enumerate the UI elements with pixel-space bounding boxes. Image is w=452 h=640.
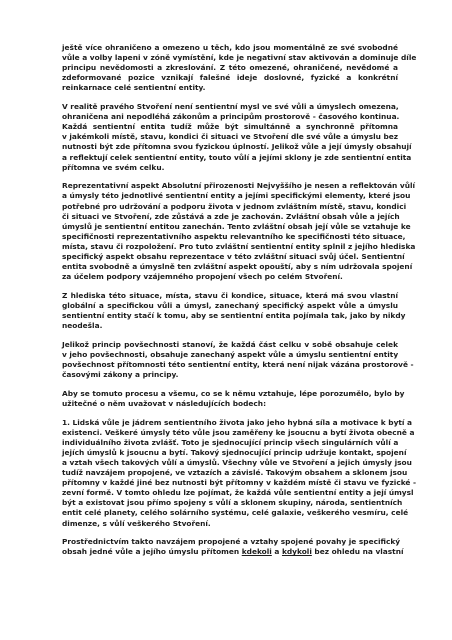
text-line: principu nevědomosti a zkreslování. Z této omezené, ohraničené, nevědomé a [62,63,398,73]
text-line: existenci. Veškeré úmysly této vůle jsou zaměřeny ke jsoucnu a bytí života obecně a [62,427,415,437]
text-line: Z hlediska této situace, místa, stavu či kondice, situace, která má svou vlastní [62,290,398,300]
text-line: Jelikož princip povšechnosti stanoví, že každá část celku v sobě obsahuje celek [62,339,398,349]
text-line: vůle a volby lapeni v zóně vymístění, kde je negativní stav aktivován a dominuje díle [62,53,417,63]
text-line: místa, stavu či rozpoložení. Pro tuto zvláštní sentientní entity splnil z jejího hlediska [62,241,416,251]
text-line: časovými zákony a principy. [62,370,179,380]
text-line: v jakémkoli místě, stavu, kondici či situaci ve Stvoření dle své vůle a úmyslu bez [62,132,399,142]
text-line: globální a specifickou vůli a úmysl, zanechaný specifický aspekt vůle a úmyslu [62,300,398,310]
text-line: v jeho povšechnosti, obsahuje zanechaný aspekt vůle a úmyslu sentientní entity [62,349,399,359]
text-line: ohraničena ani nepodléhá zákonům a principům prostorově - časového kontinua. [62,112,400,122]
document-page [62,43,417,566]
paragraph-uvod-body [62,388,405,409]
text-line: a úmysly této jednotlivé sentientní entity a jejími specifickými elementy, které jsou [62,191,411,201]
text-line: zevní formě. V tomto ohledu lze pojímat, že každá vůle sentientní entity a její úmysl [62,488,414,498]
text-line: a reflektují celek sentientní entity, touto vůlí a jejími sklony je zde sentientní entita [62,152,412,162]
text-line: Každá sentientní entita tudíž může být simultánně a synchronně přítomna [62,122,398,132]
paragraph-reprezentativni-aspekt [62,181,416,282]
text-line: zdeformované pozice vznikají falešné ideje doslovné, fyzické a konkrétní [62,73,398,83]
text-line: neodešla. [62,321,103,331]
paragraph-princip-povsechnosti [62,339,414,380]
paragraph-hlediska-situace [62,290,406,331]
paragraph-bod-1 [62,417,417,529]
text-line: sentientní entity stačí k tomu, aby se sentientní entita pojímala tak, jako by nikdy [62,311,406,321]
text-line: reinkarnace celé sentientní entity. [62,83,206,93]
text-line: dimenze, s vůlí veškerého Stvoření. [62,518,211,528]
text-line: specifičnosti reprezentativního aspektu relevantního ke specifičnosti této situace, [62,231,406,241]
text-line: povšechnost přítomnosti této sentientní entity, která není nijak vázána prostorově - [62,360,414,369]
text-line-underlined: obsah jedné vůle a jejího úmyslu přítomen kdekoli a kdykoli bez ohledu na vlastní [62,547,404,557]
text-line: jejích úmyslů k jsoucnu a bytí. Takový sjednocující princip udržuje kontakt, spojení [62,447,407,457]
text-line: 1. Lidská vůle je jádrem sentientního života jako jeho hybná síla a motivace k bytí a [62,417,413,427]
text-line: přítomny v každé jiné bez nutnosti být přítomny v každém místě či stavu ve fyzické - [62,478,417,488]
paragraph-realita-stvoreni [62,102,412,173]
text-line: za účelem podpory vzájemného propojení všech po celém Stvoření. [62,272,343,282]
text-line: individuálního života zvlášť. Toto je sjednocující princip všech singulárních vůlí a [62,437,399,447]
text-line: či situaci ve Stvoření, zde zůstává a zde je zachován. Zvláštní obsah vůle a jejích [62,211,400,221]
text-line: úmyslů je sentientní entitou zanechán. Tento zvláštní obsah její vůle se vztahuje ke [62,221,411,231]
text-line: potřebné pro udržování a podporu života v jednom zvláštním místě, stavu, kondici [62,201,407,211]
text-line: Prostřednictvím takto navzájem propojené a vztahy spojené povahy je specifický [62,537,401,547]
text-line: Aby se tomuto procesu a všemu, co se k němu vztahuje, lépe porozumělo, bylo by [62,388,405,398]
text-line: a vztah všech takových vůlí a úmyslů. Všechny vůle ve Stvoření a jejich úmysly jsou [62,457,412,467]
text-line: nutnosti být zde přítomna svou fyzickou úplností. Jelikož vůle a její úmysly obsahují [62,142,412,152]
text-line: Reprezentativní aspekt Absolutní přirozenosti Nejvyššího je nesen a reflektován vůlí [62,181,416,191]
text-line: užitečné o něm uvažovat v následujících bodech: [62,398,267,408]
paragraph-prostrednictvim [62,537,404,557]
text-line: entita svobodně a úmyslně ten zvláštní aspekt opouští, aby s ním udržovala spojení [62,262,413,272]
text-line: V realitě pravého Stvoření není sentientní mysl ve své vůli a úmyslech omezena, [62,102,399,112]
text-line: být a existovat jsou přímo spojeny s vůlí a sklonem skupiny, národa, sentientních [62,498,403,508]
underlined-word: kdykoli [281,547,312,557]
text-line: přítomna ve svém celku. [62,162,165,172]
text-line: ještě více ohraničeno a omezeno u těch, kdo jsou momentálně ze své svobodné [62,43,398,52]
paragraph-reinkarnace [62,43,417,93]
underlined-word: kdekoli [241,547,272,557]
text-line: specifický aspekt obsahu reprezentace v této zvláštní situaci svůj účel. Sentientní [62,251,405,261]
text-line: tudíž navzájem propojené, ve vztazích a závislé. Takovým obsahem a sklonem jsou [62,468,408,478]
text-line: entit celé planety, celého solárního systému, celé galaxie, veškerého vesmíru, celé [62,508,409,518]
